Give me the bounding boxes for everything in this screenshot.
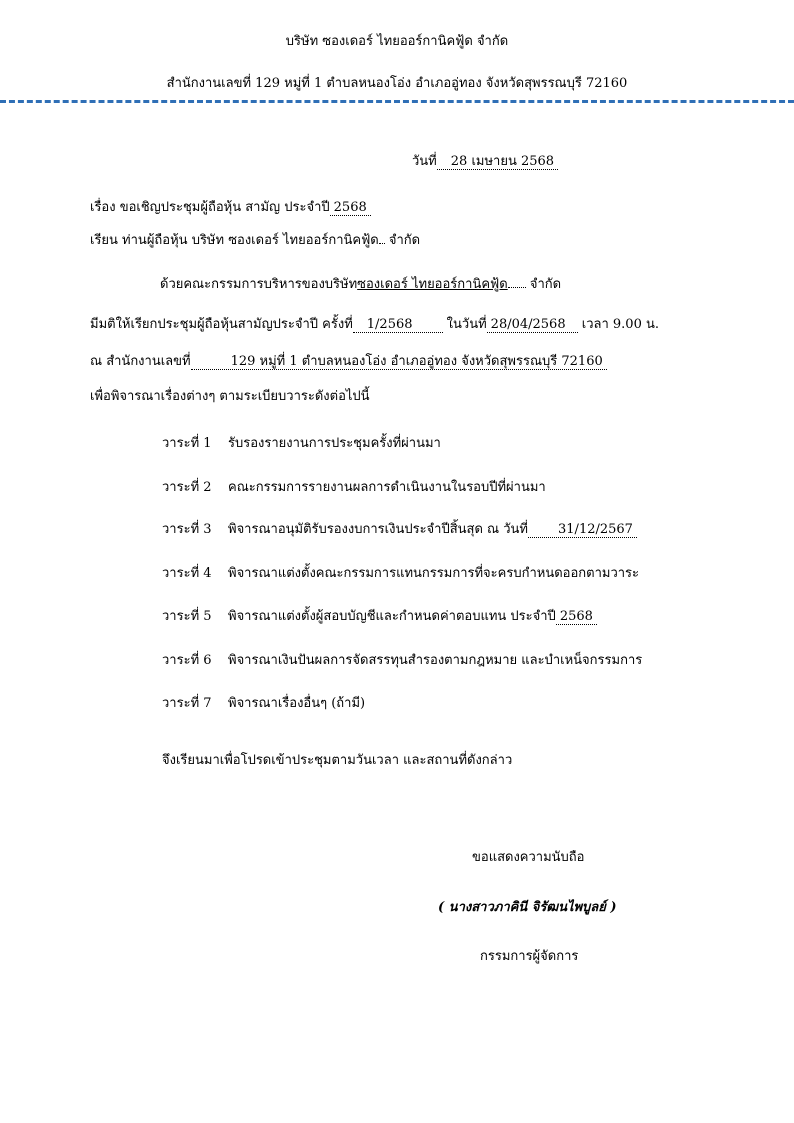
subject-line (90, 196, 371, 217)
subject-year: 2568 (330, 201, 371, 216)
body-paragraph-4: เพื่อพิจารณาเรื่องต่างๆ ตามระเบียบวาระดังต่อไปนี้ (90, 389, 370, 404)
agenda-text: พิจารณาเรื่องอื่นๆ (ถ้ามี) (228, 696, 366, 711)
p2-meeting-time: เวลา 9.00 น. (581, 317, 659, 332)
header-divider (0, 100, 794, 103)
body-paragraph-3 (90, 350, 607, 371)
company-address: สำนักงานเลขที่ 129 หมู่ที่ 1 ตำบลหนองโอ่ง อำเภออู่ทอง จังหวัดสุพรรณบุรี 72160 (166, 76, 628, 91)
agenda-number: วาระที่ 4 (162, 566, 212, 581)
agenda-text: รับรองรายงานการประชุมครั้งที่ผ่านมา (228, 436, 441, 451)
agenda-item (162, 476, 546, 497)
agenda-text: พิจารณาเงินปันผลการจัดสรรทุนสำรองตามกฎหมาย และบำเหน็จกรรมการ (228, 653, 643, 668)
signature-regards: ขอแสดงความนับถือ (472, 850, 585, 865)
signature-title: กรรมการผู้จัดการ (480, 949, 579, 964)
agenda-item (162, 605, 597, 626)
date-line (412, 150, 558, 171)
agenda-item (162, 692, 365, 713)
closing-sentence: จึงเรียนมาเพื่อโปรดเข้าประชุมตามวันเวลา และสถานที่ดังกล่าว (162, 753, 513, 768)
p2-meeting-no: 1/2568 (353, 318, 443, 333)
agenda-number: วาระที่ 3 (162, 522, 212, 537)
body-paragraph-1 (160, 273, 561, 294)
agenda-item (162, 649, 642, 670)
salutation-dots (379, 243, 385, 244)
body-paragraph-2 (90, 313, 659, 334)
agenda-number: วาระที่ 6 (162, 653, 212, 668)
p2-prefix: มีมติให้เรียกประชุมผู้ถือหุ้นสามัญประจำปี ครั้งที่ (90, 317, 353, 332)
p1-dots (508, 287, 526, 288)
date-label: วันที่ (412, 154, 437, 169)
p2-date-label: ในวันที่ (446, 317, 487, 332)
p1-suffix: จำกัด (529, 277, 562, 292)
signature-name: ( นางสาวภาคินี จิรัฒนไพบูลย์ ) (438, 900, 617, 915)
agenda-text: พิจารณาอนุมัติรับรองงบการเงินประจำปีสิ้นสุด ณ วันที่ (228, 522, 529, 537)
salutation-label: เรียน ท่านผู้ถือหุ้น บริษัท ซองเดอร์ ไทยออร์กานิคฟู้ด (90, 233, 379, 248)
salutation-line (90, 229, 420, 250)
agenda-text: พิจารณาแต่งตั้งผู้สอบบัญชีและกำหนดค่าตอบแทน ประจำปี (228, 609, 556, 624)
subject-label: เรื่อง ขอเชิญประชุมผู้ถือหุ้น สามัญ ประจำปี (90, 200, 330, 215)
salutation-suffix: จำกัด (388, 233, 421, 248)
agenda-number: วาระที่ 7 (162, 696, 212, 711)
agenda-number: วาระที่ 5 (162, 609, 212, 624)
agenda-fill-value: 2568 (556, 610, 597, 625)
p1-prefix: ด้วยคณะกรรมการบริหารของบริษัท (160, 277, 358, 292)
p3-prefix: ณ สำนักงานเลขที่ (90, 354, 191, 369)
agenda-text: คณะกรรมการรายงานผลการดำเนินงานในรอบปีที่ผ่านมา (228, 480, 546, 495)
agenda-number: วาระที่ 1 (162, 436, 212, 451)
agenda-item (162, 562, 639, 583)
agenda-item (162, 518, 637, 539)
agenda-text: พิจารณาแต่งตั้งคณะกรรมการแทนกรรมการที่จะครบกำหนดออกตามวาระ (228, 566, 640, 581)
agenda-fill-value: 31/12/2567 (528, 523, 637, 538)
p2-meeting-date: 28/04/2568 (487, 318, 578, 333)
p1-company: ซองเดอร์ ไทยออร์กานิคฟู้ด (357, 277, 508, 292)
agenda-item (162, 432, 441, 453)
company-name: บริษัท ซองเดอร์ ไทยออร์กานิคฟู้ด จำกัด (285, 34, 509, 49)
agenda-number: วาระที่ 2 (162, 480, 212, 495)
date-value: 28 เมษายน 2568 (437, 155, 558, 170)
p3-place: 129 หมู่ที่ 1 ตำบลหนองโอ่ง อำเภออู่ทอง จังหวัดสุพรรณบุรี 72160 (191, 355, 607, 370)
